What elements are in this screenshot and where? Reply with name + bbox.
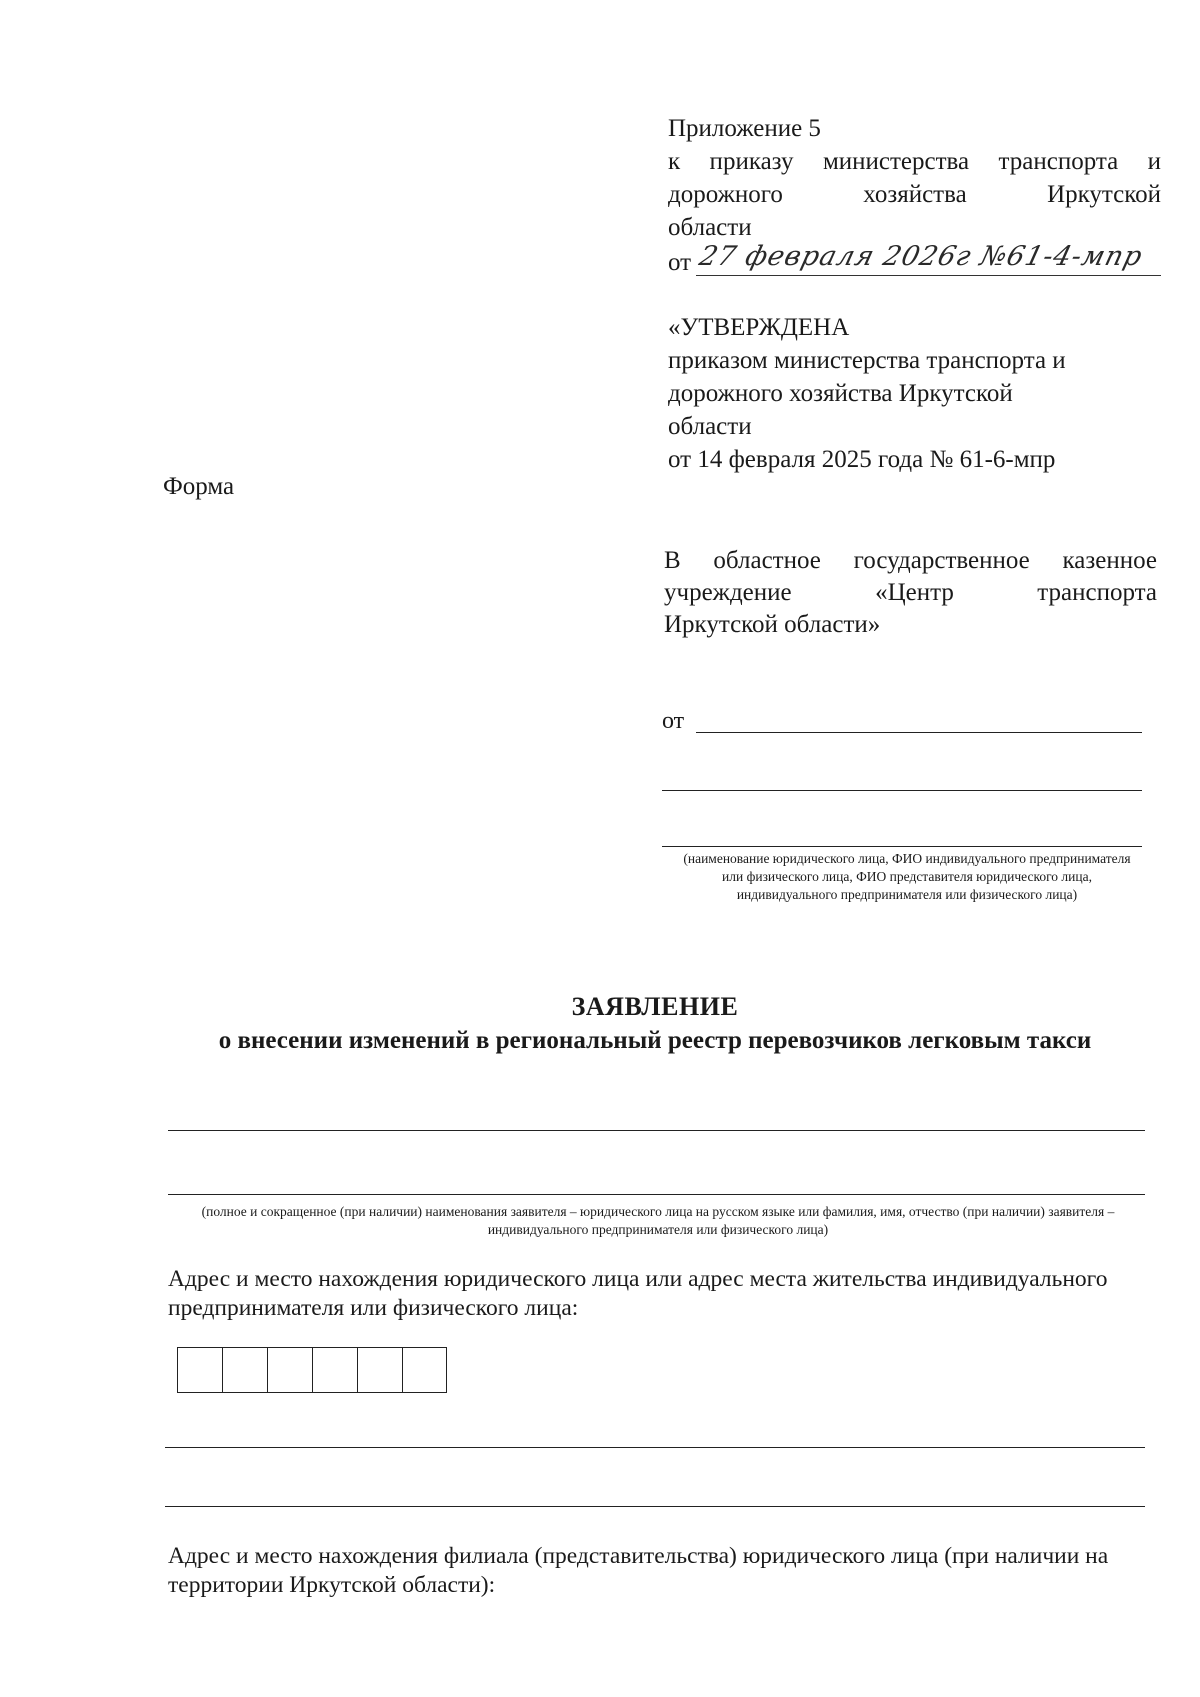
handwritten-date: 27 февраля 2026г №61-4-мпр xyxy=(696,241,1147,272)
appendix-line-3: дорожного хозяйства Иркутской xyxy=(668,181,1161,208)
handwritten-date-underline xyxy=(696,275,1161,276)
branch-address-label: Адрес и место нахождения филиала (представительства) юридического лица (при наличии на территории Иркутской области): xyxy=(168,1543,1109,1598)
addressee-line-2: учреждение «Центр транспорта xyxy=(664,579,1157,606)
addressee-line-1: В областное государственное казенное xyxy=(664,547,1157,574)
addressee-block xyxy=(664,545,1157,641)
appendix-date-line xyxy=(668,241,1161,284)
approved-block xyxy=(668,311,1168,476)
from-block xyxy=(662,708,1142,847)
document-title: ЗАЯВЛЕНИЕ xyxy=(571,992,739,1021)
address-label: Адрес и место нахождения юридического лица или адрес места жительства индивидуального предпринимателя или физического лица: xyxy=(168,1266,1108,1321)
title-block xyxy=(160,990,1150,1058)
postal-index-box[interactable] xyxy=(222,1347,267,1393)
approved-line-4: области xyxy=(668,413,752,440)
from-line-3[interactable] xyxy=(662,846,1142,847)
applicant-name-line-1[interactable] xyxy=(168,1130,1145,1131)
postal-index-box[interactable] xyxy=(267,1347,312,1393)
postal-index-box[interactable] xyxy=(312,1347,357,1393)
from-prefix: от xyxy=(662,708,685,734)
applicant-name-line-2[interactable] xyxy=(168,1194,1145,1195)
from-line-1[interactable] xyxy=(696,732,1142,733)
postal-index-box[interactable] xyxy=(177,1347,222,1393)
approved-line-3: дорожного хозяйства Иркутской xyxy=(668,380,1013,407)
from-row xyxy=(662,708,1142,738)
applicant-caption: (полное и сокращенное (при наличии) наименования заявителя – юридического лица на русском языке или фамилия, имя, отчество (при наличии) заявителя – индивидуального предпринимателя или физического лица) xyxy=(201,1204,1115,1237)
postal-index-box[interactable] xyxy=(357,1347,402,1393)
approved-line-2: приказом министерства транспорта и xyxy=(668,347,1066,374)
postal-index-boxes xyxy=(177,1347,447,1393)
forma-label: Форма xyxy=(163,473,235,500)
address-line-2[interactable] xyxy=(165,1506,1145,1507)
appendix-header xyxy=(668,112,1161,284)
appendix-date-prefix: от xyxy=(668,249,692,276)
from-line-2[interactable] xyxy=(662,790,1142,791)
appendix-number: Приложение 5 xyxy=(668,115,821,142)
approved-line-5: от 14 февраля 2025 года № 61-6-мпр xyxy=(668,446,1056,473)
postal-index-box[interactable] xyxy=(402,1347,447,1393)
approved-title: «УТВЕРЖДЕНА xyxy=(668,314,850,341)
address-line-1[interactable] xyxy=(165,1447,1145,1448)
from-caption: (наименование юридического лица, ФИО индивидуального предпринимателя или физического лица, ФИО представителя юридического лица, индивидуального предпринимателя или физического лица) xyxy=(683,851,1131,902)
document-subtitle: о внесении изменений в региональный реестр перевозчиков легковым такси xyxy=(218,1027,1092,1054)
appendix-line-4: области xyxy=(668,214,752,241)
appendix-line-2: к приказу министерства транспорта и xyxy=(668,148,1161,175)
addressee-line-3: Иркутской области» xyxy=(664,611,881,638)
